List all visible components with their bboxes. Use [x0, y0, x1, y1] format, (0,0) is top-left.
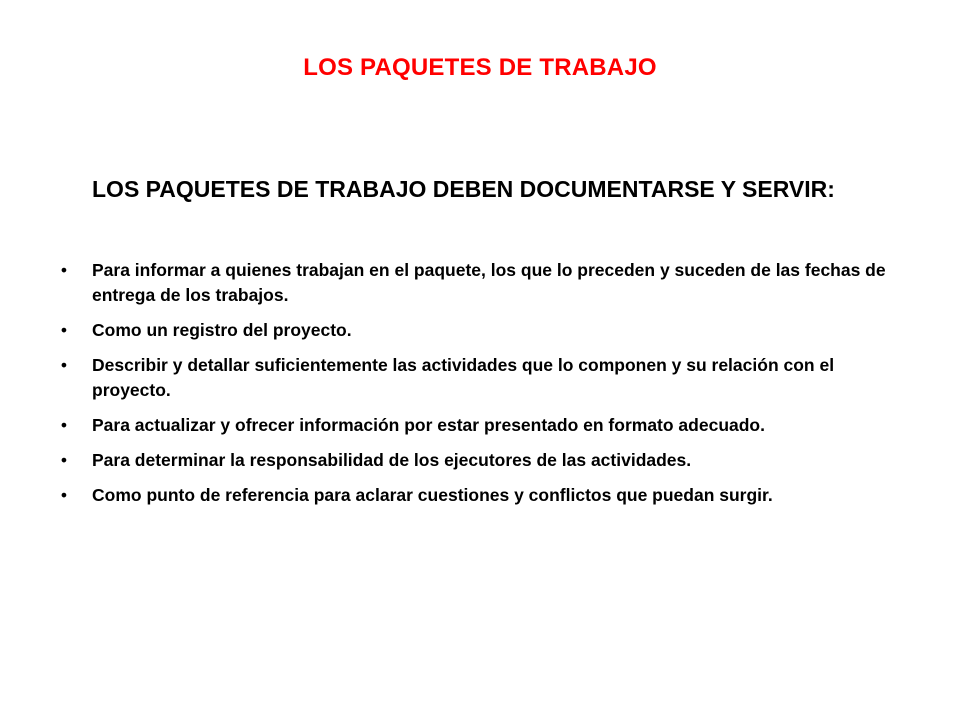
bullet-icon: •	[60, 355, 68, 375]
bullet-icon: •	[60, 485, 68, 505]
bullet-text: Para informar a quienes trabajan en el paquete, los que lo preceden y suceden de las fechas de entrega de los trabajos.	[92, 260, 886, 305]
bullet-icon: •	[60, 260, 68, 280]
list-item	[0, 318, 914, 343]
list-item	[0, 448, 914, 473]
bullet-list	[0, 258, 960, 518]
section-heading: LOS PAQUETES DE TRABAJO DEBEN DOCUMENTARSE Y SERVIR:	[92, 176, 835, 202]
bullet-text: Como punto de referencia para aclarar cuestiones y conflictos que puedan surgir.	[92, 485, 773, 505]
list-item	[0, 413, 914, 438]
bullet-icon: •	[60, 415, 68, 435]
bullet-icon: •	[60, 320, 68, 340]
bullet-text: Para determinar la responsabilidad de los ejecutores de las actividades.	[92, 450, 692, 470]
list-item	[0, 353, 914, 403]
bullet-text: Como un registro del proyecto.	[92, 320, 352, 340]
bullet-icon: •	[60, 450, 68, 470]
list-item	[0, 258, 914, 308]
slide-title: LOS PAQUETES DE TRABAJO	[303, 54, 657, 81]
bullet-text: Para actualizar y ofrecer información por estar presentado en formato adecuado.	[92, 415, 765, 435]
bullet-text: Describir y detallar suficientemente las actividades que lo componen y su relación con el proyecto.	[92, 355, 835, 400]
list-item	[0, 483, 914, 508]
